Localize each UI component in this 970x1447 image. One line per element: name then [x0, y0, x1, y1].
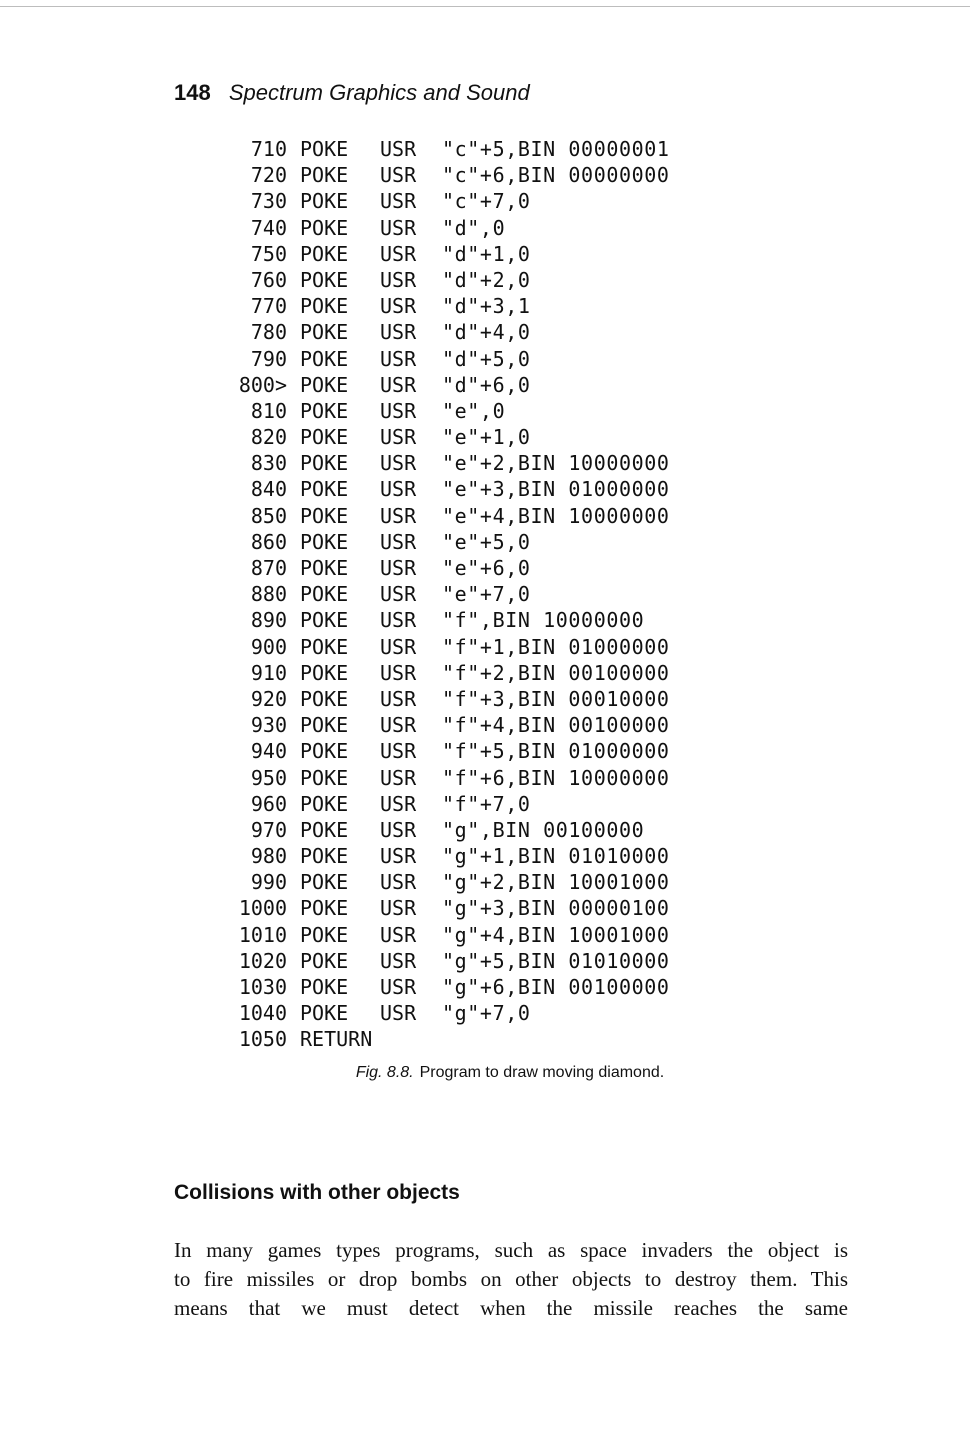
- basic-keyword: POKE: [300, 896, 349, 921]
- poke-arguments: "e",0: [442, 398, 506, 423]
- code-line: [0, 634, 970, 660]
- line-number: 980: [250, 844, 287, 869]
- basic-keyword: POKE: [300, 686, 349, 711]
- usr-function: USR: [380, 791, 417, 816]
- usr-function: USR: [380, 294, 417, 319]
- basic-keyword: POKE: [300, 320, 349, 345]
- line-number: 860: [250, 529, 287, 554]
- code-line: [0, 869, 970, 895]
- page-number: 148: [174, 80, 211, 105]
- basic-keyword: POKE: [300, 189, 349, 214]
- poke-arguments: "g"+5,BIN 01010000: [442, 948, 670, 973]
- basic-keyword: POKE: [300, 346, 349, 371]
- usr-function: USR: [380, 975, 417, 999]
- poke-arguments: "f"+5,BIN 01000000: [442, 739, 670, 764]
- usr-function: USR: [380, 163, 417, 188]
- line-number: 770: [250, 294, 287, 319]
- usr-function: USR: [380, 451, 417, 476]
- basic-keyword: POKE: [300, 582, 349, 607]
- usr-function: USR: [380, 896, 417, 921]
- basic-keyword: POKE: [300, 425, 349, 450]
- basic-keyword: POKE: [300, 739, 349, 764]
- poke-arguments: "g"+3,BIN 00000100: [442, 896, 670, 921]
- poke-arguments: "e"+1,0: [442, 425, 531, 450]
- figure-caption: [0, 1064, 970, 1082]
- line-number: 790: [250, 346, 287, 371]
- line-number: 820: [250, 425, 287, 450]
- basic-keyword: POKE: [300, 556, 349, 580]
- paragraph-line: In many games types programs, such as space invaders the object is: [174, 1238, 848, 1262]
- code-line: [0, 372, 970, 398]
- poke-arguments: "f"+7,0: [442, 791, 531, 816]
- usr-function: USR: [380, 817, 417, 842]
- line-number: 990: [250, 870, 287, 895]
- usr-function: USR: [380, 398, 417, 423]
- basic-keyword: POKE: [300, 267, 349, 292]
- line-number: 850: [250, 503, 287, 528]
- poke-arguments: "e"+3,BIN 01000000: [442, 477, 670, 502]
- usr-function: USR: [380, 503, 417, 528]
- poke-arguments: "e"+6,0: [442, 556, 531, 580]
- code-line: [0, 791, 970, 817]
- code-line: [0, 948, 970, 974]
- code-line: [0, 555, 970, 581]
- code-line: [0, 1026, 970, 1052]
- line-number: 960: [250, 791, 287, 816]
- usr-function: USR: [380, 765, 417, 790]
- code-line: [0, 974, 970, 1000]
- program-listing: [0, 136, 970, 1053]
- usr-function: USR: [380, 660, 417, 685]
- usr-function: USR: [380, 844, 417, 869]
- basic-keyword: POKE: [300, 215, 349, 240]
- poke-arguments: "g"+7,0: [442, 1001, 531, 1026]
- poke-arguments: "e"+4,BIN 10000000: [442, 503, 670, 528]
- usr-function: USR: [380, 713, 417, 738]
- basic-keyword: POKE: [300, 634, 349, 659]
- poke-arguments: "d"+4,0: [442, 320, 531, 345]
- basic-keyword: POKE: [300, 1001, 349, 1026]
- line-number: 920: [250, 686, 287, 711]
- figure-label: Fig. 8.8.: [355, 1064, 414, 1081]
- line-number: 730: [250, 189, 287, 214]
- poke-arguments: "d"+6,0: [442, 372, 531, 397]
- line-number: 710: [250, 137, 287, 161]
- poke-arguments: "c"+7,0: [442, 189, 531, 214]
- paragraph-line: means that we must detect when the missile reaches the same: [174, 1296, 848, 1320]
- code-line: [0, 476, 970, 502]
- usr-function: USR: [380, 608, 417, 633]
- basic-keyword: POKE: [300, 241, 349, 266]
- line-number: 1030: [238, 975, 287, 999]
- line-number: 910: [250, 660, 287, 685]
- running-head: [174, 80, 530, 106]
- basic-keyword: POKE: [300, 660, 349, 685]
- poke-arguments: "f"+6,BIN 10000000: [442, 765, 670, 790]
- code-line: [0, 1000, 970, 1026]
- code-line: [0, 843, 970, 869]
- poke-arguments: "f"+1,BIN 01000000: [442, 634, 670, 659]
- basic-keyword: POKE: [300, 529, 349, 554]
- line-number: 720: [250, 163, 287, 188]
- basic-keyword: POKE: [300, 817, 349, 842]
- poke-arguments: "g"+2,BIN 10001000: [442, 870, 670, 895]
- paragraph-line: to fire missiles or drop bombs on other objects to destroy them. This: [174, 1267, 848, 1291]
- code-line: [0, 581, 970, 607]
- poke-arguments: "d",0: [442, 215, 506, 240]
- code-line: [0, 162, 970, 188]
- basic-keyword: POKE: [300, 765, 349, 790]
- usr-function: USR: [380, 870, 417, 895]
- poke-arguments: "g"+6,BIN 00100000: [442, 975, 670, 999]
- usr-function: USR: [380, 477, 417, 502]
- line-number: 830: [250, 451, 287, 476]
- line-number: 970: [250, 817, 287, 842]
- poke-arguments: "c"+5,BIN 00000001: [442, 137, 670, 161]
- line-number: 840: [250, 477, 287, 502]
- code-line: [0, 817, 970, 843]
- line-number: 1050: [238, 1027, 287, 1052]
- code-line: [0, 660, 970, 686]
- poke-arguments: "g"+1,BIN 01010000: [442, 844, 670, 869]
- usr-function: USR: [380, 948, 417, 973]
- code-line: [0, 293, 970, 319]
- body-paragraph: [174, 1236, 848, 1323]
- section-heading: Collisions with other objects: [174, 1181, 460, 1204]
- code-line: [0, 738, 970, 764]
- line-number: 800>: [238, 372, 287, 397]
- poke-arguments: "f"+4,BIN 00100000: [442, 713, 670, 738]
- code-line: [0, 346, 970, 372]
- poke-arguments: "e"+5,0: [442, 529, 531, 554]
- top-rule: [0, 6, 970, 7]
- basic-keyword: POKE: [300, 477, 349, 502]
- line-number: 760: [250, 267, 287, 292]
- code-line: [0, 267, 970, 293]
- basic-keyword: POKE: [300, 948, 349, 973]
- code-line: [0, 765, 970, 791]
- code-line: [0, 503, 970, 529]
- basic-keyword: POKE: [300, 163, 349, 188]
- basic-keyword: POKE: [300, 870, 349, 895]
- poke-arguments: "f",BIN 10000000: [442, 608, 645, 633]
- code-line: [0, 712, 970, 738]
- basic-keyword: POKE: [300, 503, 349, 528]
- usr-function: USR: [380, 372, 417, 397]
- poke-arguments: "d"+1,0: [442, 241, 531, 266]
- code-line: [0, 188, 970, 214]
- poke-arguments: "g",BIN 00100000: [442, 817, 645, 842]
- poke-arguments: "d"+3,1: [442, 294, 531, 319]
- code-line: [0, 241, 970, 267]
- usr-function: USR: [380, 241, 417, 266]
- usr-function: USR: [380, 1001, 417, 1026]
- usr-function: USR: [380, 529, 417, 554]
- book-title: Spectrum Graphics and Sound: [228, 80, 530, 105]
- basic-keyword: POKE: [300, 713, 349, 738]
- code-line: [0, 686, 970, 712]
- line-number: 870: [250, 556, 287, 580]
- code-line: [0, 450, 970, 476]
- usr-function: USR: [380, 215, 417, 240]
- basic-keyword: POKE: [300, 791, 349, 816]
- code-line: [0, 529, 970, 555]
- code-line: [0, 895, 970, 921]
- line-number: 1040: [238, 1001, 287, 1026]
- line-number: 750: [250, 241, 287, 266]
- line-number: 950: [250, 765, 287, 790]
- usr-function: USR: [380, 582, 417, 607]
- code-line: [0, 398, 970, 424]
- line-number: 780: [250, 320, 287, 345]
- usr-function: USR: [380, 137, 417, 161]
- basic-keyword: POKE: [300, 451, 349, 476]
- line-number: 1020: [238, 948, 287, 973]
- basic-keyword: POKE: [300, 137, 349, 161]
- poke-arguments: "c"+6,BIN 00000000: [442, 163, 670, 188]
- poke-arguments: "f"+2,BIN 00100000: [442, 660, 670, 685]
- usr-function: USR: [380, 267, 417, 292]
- line-number: 940: [250, 739, 287, 764]
- usr-function: USR: [380, 556, 417, 580]
- basic-keyword: POKE: [300, 844, 349, 869]
- basic-keyword: POKE: [300, 922, 349, 947]
- code-line: [0, 424, 970, 450]
- code-line: [0, 922, 970, 948]
- basic-keyword: POKE: [300, 608, 349, 633]
- poke-arguments: "f"+3,BIN 00010000: [442, 686, 670, 711]
- basic-keyword: POKE: [300, 294, 349, 319]
- basic-keyword: POKE: [300, 975, 349, 999]
- code-line: [0, 319, 970, 345]
- code-line: [0, 136, 970, 162]
- usr-function: USR: [380, 189, 417, 214]
- line-number: 1010: [238, 922, 287, 947]
- usr-function: USR: [380, 320, 417, 345]
- poke-arguments: "e"+2,BIN 10000000: [442, 451, 670, 476]
- usr-function: USR: [380, 346, 417, 371]
- code-line: [0, 215, 970, 241]
- usr-function: USR: [380, 425, 417, 450]
- figure-caption-text: Program to draw moving diamond.: [419, 1064, 665, 1081]
- code-line: [0, 607, 970, 633]
- line-number: 880: [250, 582, 287, 607]
- basic-keyword: POKE: [300, 372, 349, 397]
- usr-function: USR: [380, 634, 417, 659]
- poke-arguments: "d"+5,0: [442, 346, 531, 371]
- poke-arguments: "d"+2,0: [442, 267, 531, 292]
- usr-function: USR: [380, 739, 417, 764]
- usr-function: USR: [380, 922, 417, 947]
- basic-keyword: RETURN: [300, 1027, 373, 1052]
- line-number: 900: [250, 634, 287, 659]
- line-number: 1000: [238, 896, 287, 921]
- poke-arguments: "g"+4,BIN 10001000: [442, 922, 670, 947]
- line-number: 810: [250, 398, 287, 423]
- poke-arguments: "e"+7,0: [442, 582, 531, 607]
- line-number: 740: [250, 215, 287, 240]
- line-number: 930: [250, 713, 287, 738]
- line-number: 890: [250, 608, 287, 633]
- usr-function: USR: [380, 686, 417, 711]
- basic-keyword: POKE: [300, 398, 349, 423]
